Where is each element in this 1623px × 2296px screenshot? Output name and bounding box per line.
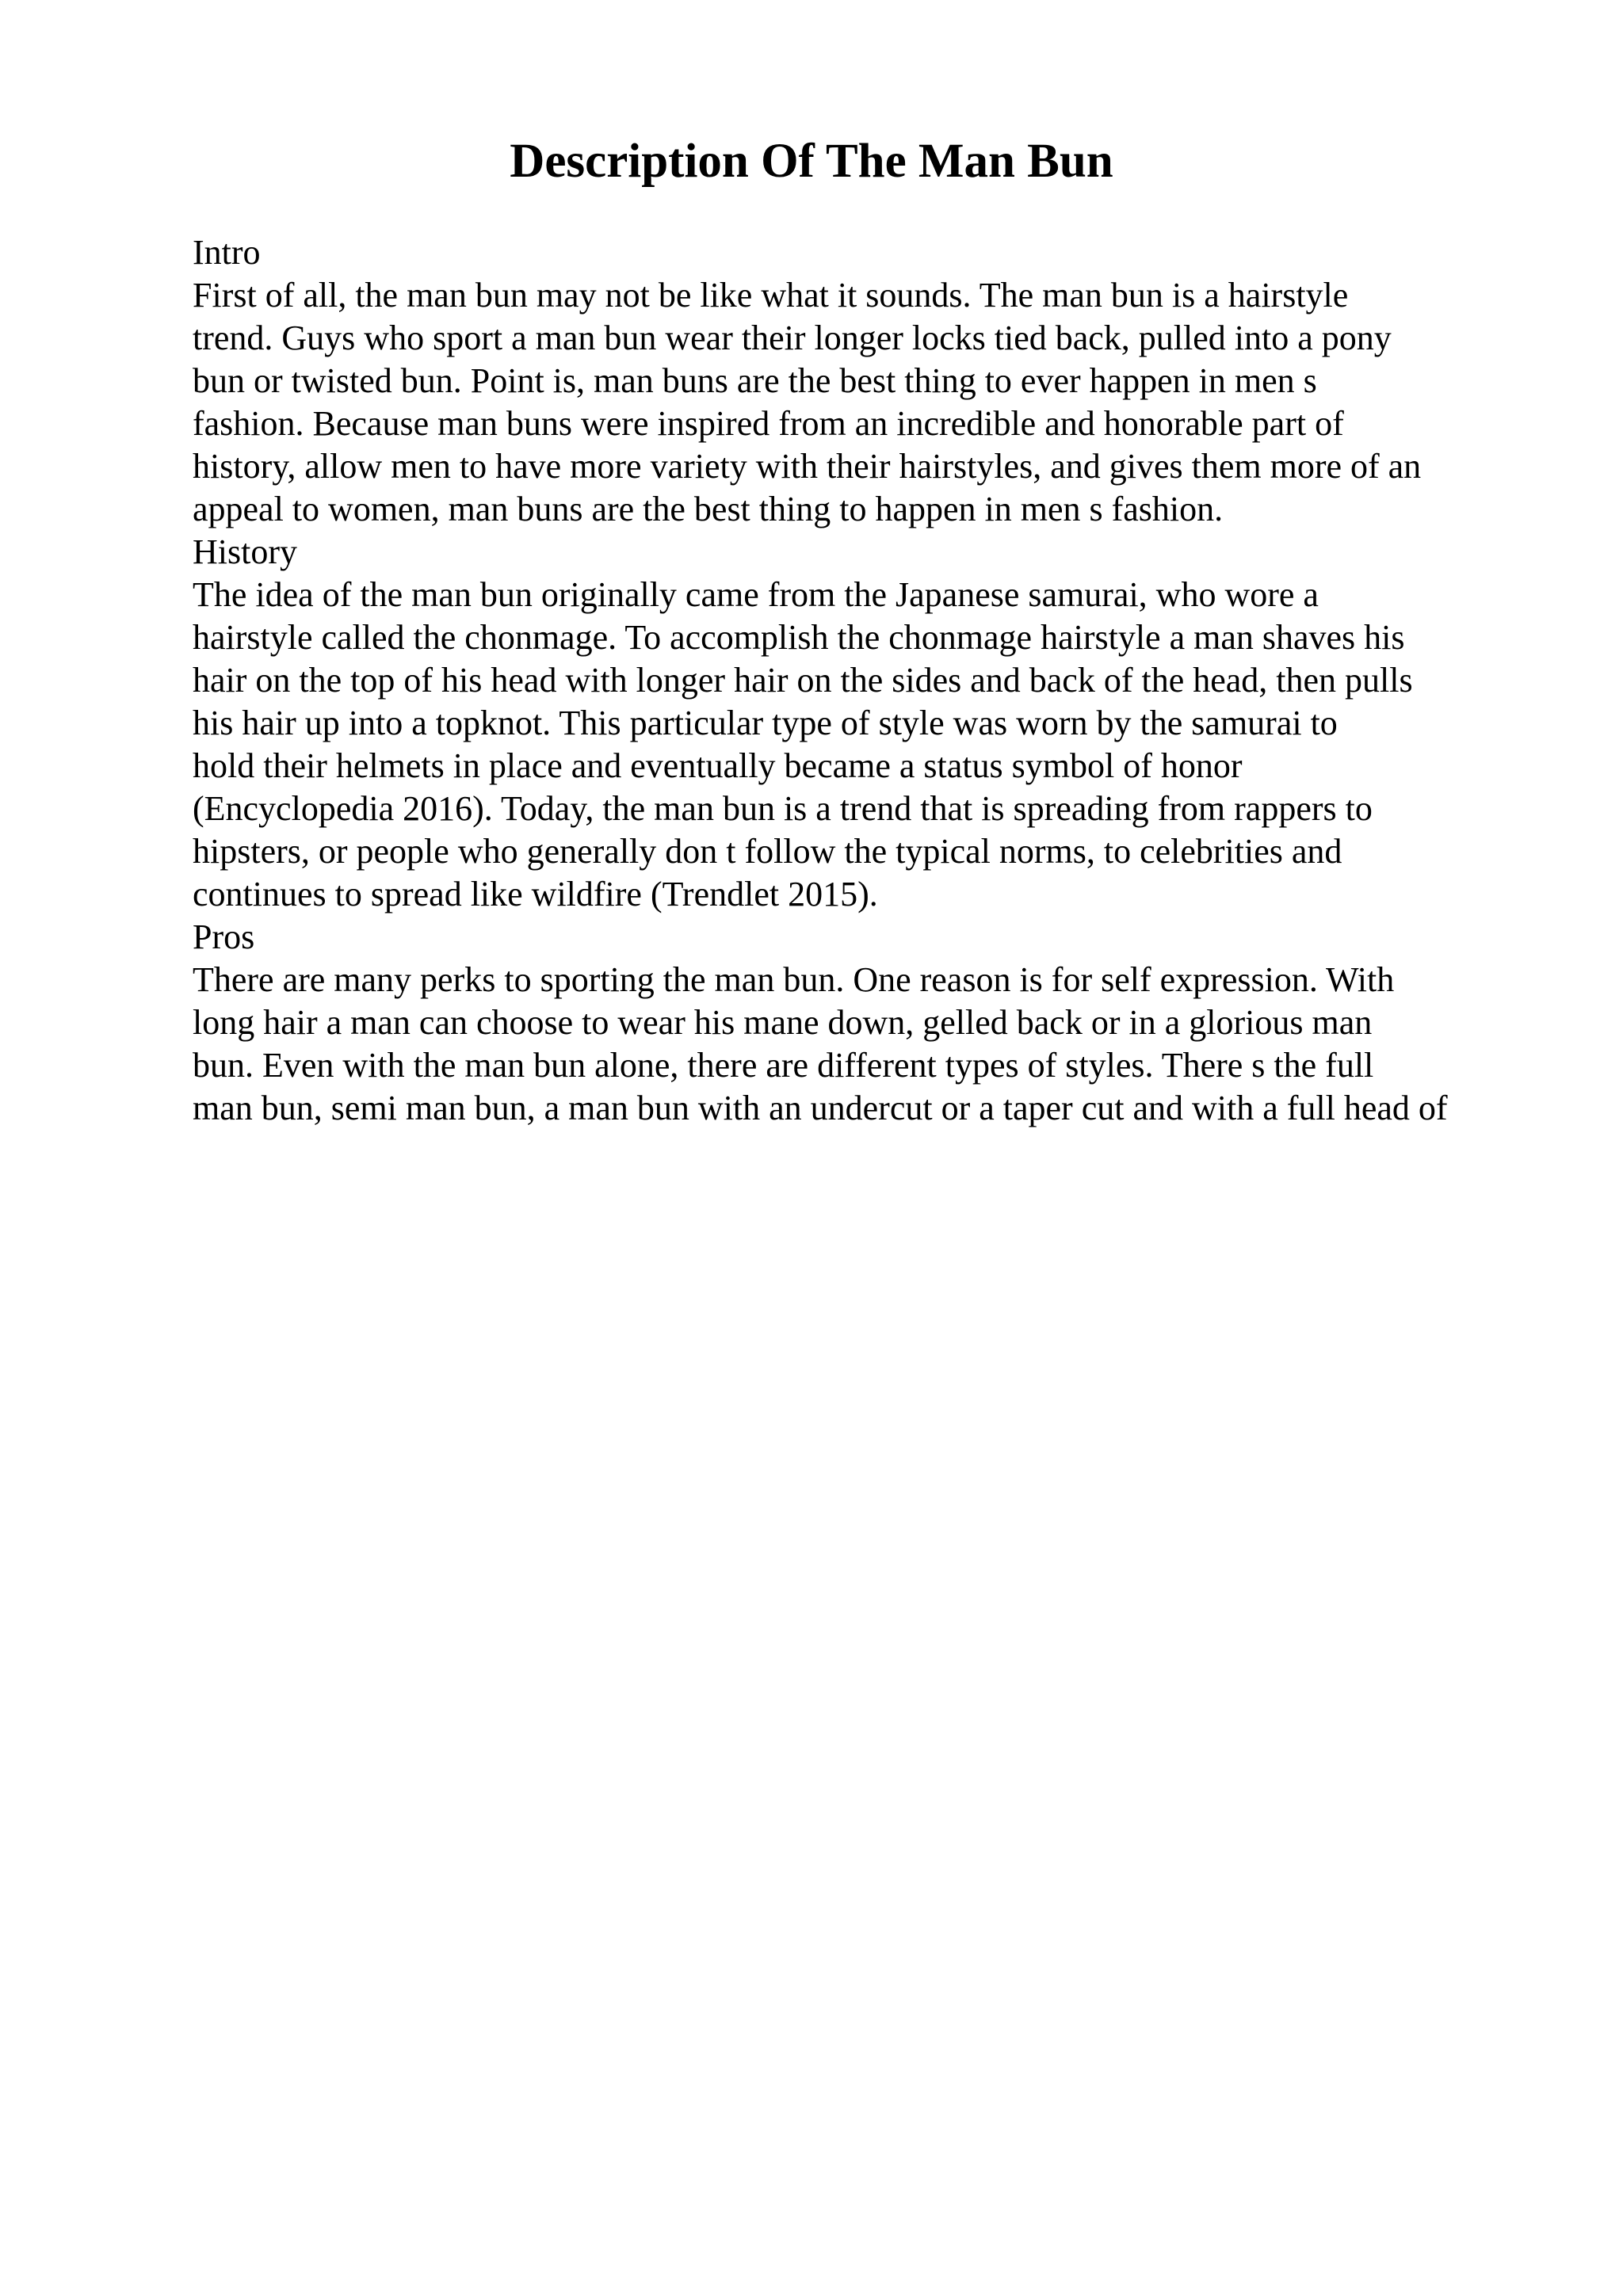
body-line: his hair up into a topknot. This particular type of style was worn by the samurai to bbox=[193, 704, 1338, 742]
body-line: trend. Guys who sport a man bun wear their longer locks tied back, pulled into a pony bbox=[193, 318, 1392, 357]
document-title: Description Of The Man Bun bbox=[510, 135, 1113, 188]
body-line: hipsters, or people who generally don t follow the typical norms, to celebrities and bbox=[193, 832, 1342, 871]
body-line: bun. Even with the man bun alone, there are different types of styles. There s the full bbox=[193, 1046, 1374, 1085]
section-heading-pros: Pros bbox=[193, 917, 255, 956]
body-line: hair on the top of his head with longer hair on the sides and back of the head, then pulls bbox=[193, 661, 1413, 700]
body-line: The idea of the man bun originally came from the Japanese samurai, who wore a bbox=[193, 575, 1319, 614]
body-line: continues to spread like wildfire (Trendlet 2015). bbox=[193, 875, 878, 913]
body-line: man bun, semi man bun, a man bun with an undercut or a taper cut and with a full head of bbox=[193, 1089, 1448, 1127]
body-line: history, allow men to have more variety with their hairstyles, and gives them more of an bbox=[193, 447, 1422, 486]
body-line: fashion. Because man buns were inspired from an incredible and honorable part of bbox=[193, 404, 1344, 443]
body-line: hairstyle called the chonmage. To accomplish the chonmage hairstyle a man shaves his bbox=[193, 618, 1405, 657]
section-heading-history: History bbox=[193, 532, 297, 571]
body-line: bun or twisted bun. Point is, man buns are the best thing to ever happen in men s bbox=[193, 361, 1317, 400]
section-heading-intro: Intro bbox=[193, 233, 261, 272]
body-line: There are many perks to sporting the man bun. One reason is for self expression. With bbox=[193, 960, 1395, 999]
body-line: appeal to women, man buns are the best thing to happen in men s fashion. bbox=[193, 490, 1224, 528]
body-line: hold their helmets in place and eventually became a status symbol of honor bbox=[193, 746, 1243, 785]
body-line: (Encyclopedia 2016). Today, the man bun is a trend that is spreading from rappers to bbox=[193, 789, 1373, 828]
body-line: long hair a man can choose to wear his mane down, gelled back or in a glorious man bbox=[193, 1003, 1373, 1042]
body-line: First of all, the man bun may not be like what it sounds. The man bun is a hairstyle bbox=[193, 276, 1349, 315]
